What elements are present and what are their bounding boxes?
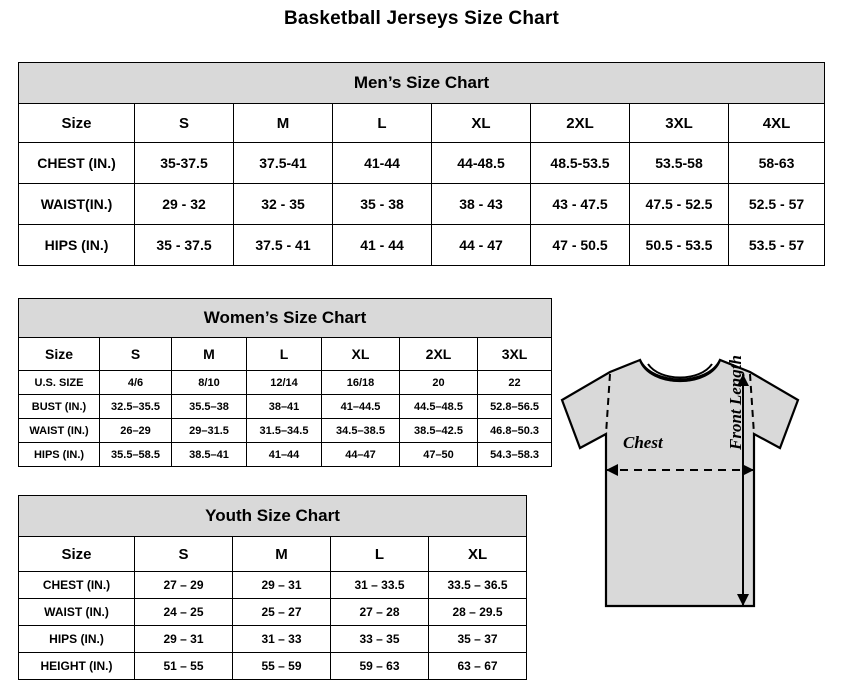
mens-cell: 38 - 43 [432,184,531,225]
table-row [19,599,527,626]
youth-cell: 63 – 67 [429,653,527,680]
youth-cell: 28 – 29.5 [429,599,527,626]
mens-cell: 44-48.5 [432,143,531,184]
mens-header-cell: XL [432,104,531,143]
mens-cell: 43 - 47.5 [531,184,630,225]
youth-cell: 31 – 33 [233,626,331,653]
womens-cell: 22 [478,371,552,395]
youth-cell: 59 – 63 [331,653,429,680]
womens-caption: Women’s Size Chart [19,299,552,338]
mens-header-cell: 4XL [729,104,825,143]
youth-header-cell: Size [19,537,135,572]
youth-caption-row [19,496,527,537]
mens-cell: 47.5 - 52.5 [630,184,729,225]
womens-size-chart-table [18,298,552,467]
womens-header-cell: L [247,338,322,371]
womens-row-label: WAIST (IN.) [19,419,100,443]
table-row [19,443,552,467]
womens-cell: 20 [400,371,478,395]
mens-size-chart-table [18,62,825,266]
womens-header-cell: M [172,338,247,371]
youth-header-cell: S [135,537,233,572]
womens-row-label: BUST (IN.) [19,395,100,419]
mens-header-cell: M [234,104,333,143]
womens-cell: 38.5–42.5 [400,419,478,443]
table-row [19,395,552,419]
youth-cell: 27 – 28 [331,599,429,626]
youth-cell: 29 – 31 [233,572,331,599]
table-row [19,184,825,225]
youth-cell: 55 – 59 [233,653,331,680]
womens-cell: 41–44.5 [322,395,400,419]
womens-cell: 12/14 [247,371,322,395]
youth-cell: 31 – 33.5 [331,572,429,599]
chest-label: Chest [623,433,663,452]
womens-cell: 29–31.5 [172,419,247,443]
womens-header-cell: 2XL [400,338,478,371]
womens-cell: 32.5–35.5 [100,395,172,419]
mens-cell: 53.5-58 [630,143,729,184]
youth-cell: 33 – 35 [331,626,429,653]
womens-header-cell: XL [322,338,400,371]
mens-header-cell: L [333,104,432,143]
womens-header-cell: S [100,338,172,371]
mens-cell: 32 - 35 [234,184,333,225]
jersey-illustration-icon [540,330,840,650]
womens-cell: 35.5–58.5 [100,443,172,467]
jersey-measurement-diagram [540,330,840,670]
mens-cell: 53.5 - 57 [729,225,825,266]
table-row [19,371,552,395]
womens-cell: 31.5–34.5 [247,419,322,443]
womens-cell: 46.8–50.3 [478,419,552,443]
page-title: Basketball Jerseys Size Chart [283,8,560,29]
mens-cell: 58-63 [729,143,825,184]
womens-cell: 38–41 [247,395,322,419]
youth-cell: 35 – 37 [429,626,527,653]
mens-header-cell: Size [19,104,135,143]
mens-cell: 44 - 47 [432,225,531,266]
youth-cell: 51 – 55 [135,653,233,680]
womens-cell: 34.5–38.5 [322,419,400,443]
mens-cell: 41 - 44 [333,225,432,266]
mens-header-cell: 3XL [630,104,729,143]
table-row [19,419,552,443]
mens-cell: 41-44 [333,143,432,184]
mens-cell: 47 - 50.5 [531,225,630,266]
youth-cell: 27 – 29 [135,572,233,599]
womens-cell: 26–29 [100,419,172,443]
mens-cell: 52.5 - 57 [729,184,825,225]
jersey-body-shape [562,360,798,606]
womens-cell: 44.5–48.5 [400,395,478,419]
womens-cell: 4/6 [100,371,172,395]
table-row [19,653,527,680]
womens-cell: 47–50 [400,443,478,467]
mens-cell: 50.5 - 53.5 [630,225,729,266]
table-row [19,143,825,184]
table-row [19,225,825,266]
mens-row-label: WAIST(IN.) [19,184,135,225]
mens-cell: 35 - 37.5 [135,225,234,266]
mens-header-row [19,104,825,143]
womens-cell: 38.5–41 [172,443,247,467]
womens-cell: 41–44 [247,443,322,467]
womens-header-row [19,338,552,371]
mens-cell: 48.5-53.5 [531,143,630,184]
youth-header-cell: M [233,537,331,572]
womens-cell: 52.8–56.5 [478,395,552,419]
youth-row-label: HEIGHT (IN.) [19,653,135,680]
womens-cell: 16/18 [322,371,400,395]
womens-cell: 54.3–58.3 [478,443,552,467]
mens-cell: 35-37.5 [135,143,234,184]
youth-cell: 33.5 – 36.5 [429,572,527,599]
womens-row-label: U.S. SIZE [19,371,100,395]
front-length-label: Front Length [726,355,745,450]
youth-row-label: HIPS (IN.) [19,626,135,653]
youth-cell: 24 – 25 [135,599,233,626]
youth-size-chart-table [18,495,527,680]
mens-cell: 37.5-41 [234,143,333,184]
table-row [19,626,527,653]
womens-cell: 8/10 [172,371,247,395]
youth-cell: 25 – 27 [233,599,331,626]
youth-caption: Youth Size Chart [19,496,527,537]
table-row [19,572,527,599]
youth-cell: 29 – 31 [135,626,233,653]
mens-cell: 29 - 32 [135,184,234,225]
youth-header-cell: L [331,537,429,572]
womens-header-cell: 3XL [478,338,552,371]
mens-caption-row [19,63,825,104]
mens-row-label: CHEST (IN.) [19,143,135,184]
womens-caption-row [19,299,552,338]
womens-header-cell: Size [19,338,100,371]
youth-row-label: CHEST (IN.) [19,572,135,599]
mens-row-label: HIPS (IN.) [19,225,135,266]
youth-header-row [19,537,527,572]
mens-header-cell: S [135,104,234,143]
youth-row-label: WAIST (IN.) [19,599,135,626]
mens-cell: 35 - 38 [333,184,432,225]
mens-cell: 37.5 - 41 [234,225,333,266]
womens-cell: 44–47 [322,443,400,467]
youth-header-cell: XL [429,537,527,572]
mens-header-cell: 2XL [531,104,630,143]
womens-row-label: HIPS (IN.) [19,443,100,467]
womens-cell: 35.5–38 [172,395,247,419]
mens-caption: Men’s Size Chart [19,63,825,104]
